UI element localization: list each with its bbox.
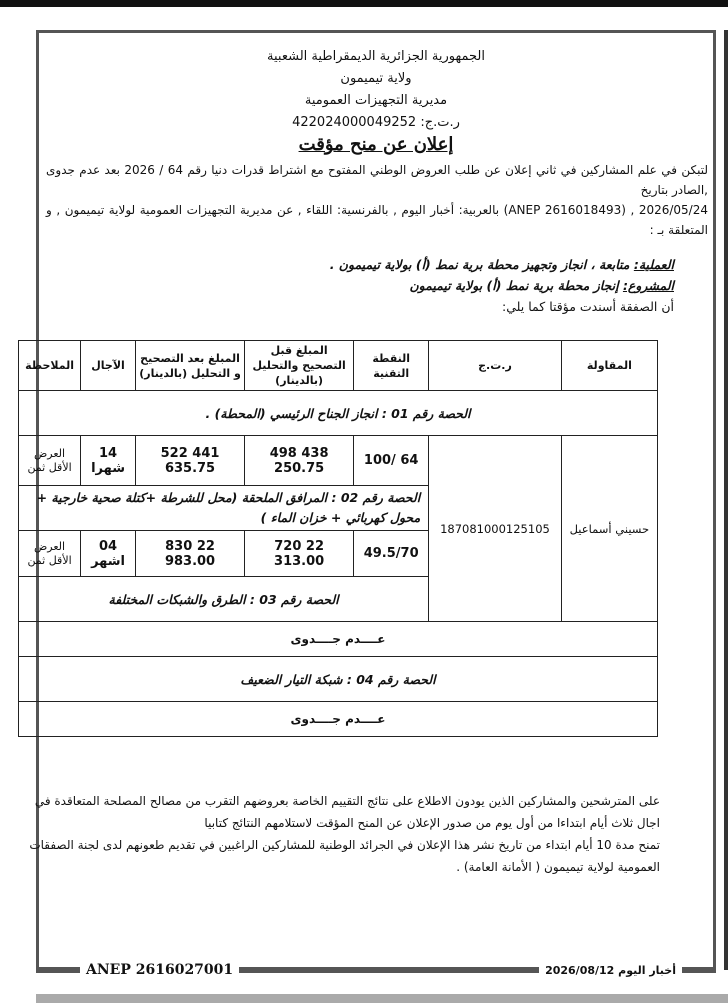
rtj-cell: 187081000125105 [429, 436, 562, 622]
lot1-delay: 14 شهرا [81, 436, 136, 486]
footer-notes [10, 790, 660, 878]
registry-line: ر.ت.ج: 422024000049252 [292, 115, 460, 130]
footer-paragraph-2: تمنح مدة 10 أيام ابتداء من تاريخ نشر هذا الإعلان في الجرائد الوطنية للمشاركين الراغبين في تقديم طعونهم لدى لجنة الصفقات العمومية لولاية تيميمون ( الأمانة العامة) . [29, 838, 660, 874]
lot4-title-row [19, 657, 658, 702]
lot1-before: 438 498 250.75 [245, 436, 354, 486]
lot2-note: العرض الأقل ثمن [19, 531, 81, 577]
col-amount-before: المبلغ قبل التصحيح والتحليل (بالدينار) [245, 341, 354, 391]
top-border-bar [0, 0, 728, 7]
anep-number: ANEP 2616027001 [80, 962, 239, 978]
lot1-title-row [19, 391, 658, 436]
project-label: المشروع: [622, 278, 674, 293]
bottom-border-bar [36, 994, 728, 1003]
operation-text: متابعة ، انجاز وتجهيز محطة برية نمط (أ) بولاية تيميمون . [329, 257, 630, 272]
award-table [18, 340, 658, 737]
lot1-title: الحصة رقم 01 : انجاز الجناح الرئيسي (المحطة) . [19, 391, 658, 436]
lot2-delay: 04 اشهر [81, 531, 136, 577]
col-score: النقطة التقنية [354, 341, 429, 391]
col-rtj: ر.ت.ج [429, 341, 562, 391]
lot3-status: عــــدم جــــدوى [19, 622, 658, 657]
table-row [19, 436, 658, 486]
col-amount-after: المبلغ بعد التصحيح و التحليل (بالدينار) [135, 341, 244, 391]
document-header [40, 46, 712, 156]
intro-paragraph [40, 160, 712, 240]
republic-line: الجمهورية الجزائرية الديمقراطية الشعبية [267, 49, 485, 64]
lot1-after: 441 522 635.75 [135, 436, 244, 486]
contractor-cell: حسيني أسماعيل [561, 436, 657, 622]
col-note: الملاحظة [19, 341, 81, 391]
lot4-title: الحصة رقم 04 : شبكة التيار الضعيف [19, 657, 658, 702]
page-edge [724, 30, 728, 970]
document-title: إعلان عن منح مؤقت [298, 134, 454, 155]
table-header-row [19, 341, 658, 391]
lot2-score: 49.5/70 [354, 531, 429, 577]
project-line [40, 275, 674, 296]
col-contractor: المقاولة [561, 341, 657, 391]
lot1-note: العرض الأقل ثمن [19, 436, 81, 486]
province-line: ولاية تيميمون [340, 71, 412, 86]
intro-line-2: 2026/05/24 , (2616018493 ANEP) بالعربية: أخبار اليوم , بالفرنسية: اللقاء , عن مديرية التجهيزات العمومية لولاية تيميمون , و المتعلقة بـ : [46, 203, 708, 237]
lot2-before: 22 720 313.00 [245, 531, 354, 577]
lot4-status: عــــدم جــــدوى [19, 702, 658, 737]
assigned-line: أن الصفقة أسندت مؤقتا كما يلي: [502, 299, 674, 314]
col-delay: الآجال [81, 341, 136, 391]
intro-line-1: لتبكن في علم المشاركين في ثاني إعلان عن طلب العروض الوطني المفتوح مع اشتراط قدرات دنيا رقم 64 / 2026 بعد عدم جدوى ,الصادر بتاريخ [46, 163, 708, 197]
directorate-line: مديرية التجهيزات العمومية [304, 93, 448, 108]
operation-line [40, 254, 674, 275]
lot2-after: 22 830 983.00 [135, 531, 244, 577]
publication-info [40, 962, 712, 980]
operation-label: العملية: [633, 257, 674, 272]
lot3-title: الحصة رقم 03 : الطرق والشبكات المختلفة [19, 577, 429, 622]
lot3-status-row [19, 622, 658, 657]
lot4-status-row [19, 702, 658, 737]
lot1-score: 64 /100 [354, 436, 429, 486]
lot2-title: الحصة رقم 02 : المرافق الملحقة (محل للشرطة +كتلة صحية خارجية + محول كهربائي + خزان الماء ) [19, 486, 429, 531]
footer-paragraph-1: على المترشحين والمشاركين الذين يودون الاطلاع على نتائج التقييم الخاصة بعروضهم التقرب من مصالح المصلحة المتعاقدة في اجال ثلاث أيام ابتداءا من أول يوم من صدور الإعلان عن المنح المؤقت لاستلامهم النتائج كتابيا [34, 794, 660, 830]
operation-section [40, 254, 712, 317]
project-text: إنجاز محطة برية نمط (أ) بولاية تيميمون [409, 278, 619, 293]
newspaper-date: أخبار اليوم 2026/08/12 [539, 964, 682, 977]
